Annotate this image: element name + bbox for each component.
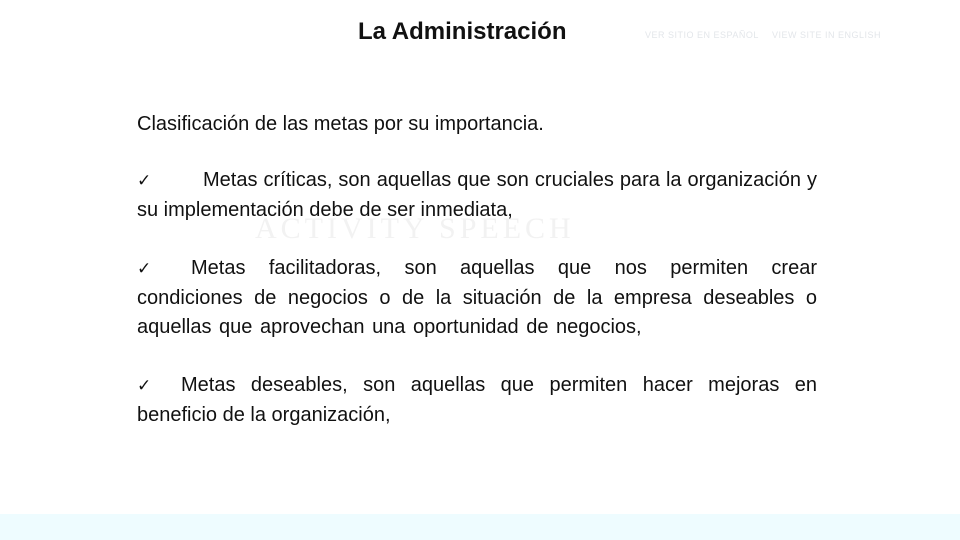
item-text: Metas deseables, son aquellas que permiten hacer mejoras en beneficio de la organización, [137, 374, 817, 426]
english-site-link[interactable]: VIEW SITE IN ENGLISH [772, 30, 882, 40]
subtitle: Clasificación de las metas por su importancia. [137, 113, 544, 135]
checkmark-icon: ✓ [137, 376, 152, 396]
spanish-site-link[interactable]: VER SITIO EN ESPAÑOL [645, 30, 759, 40]
slide-content [137, 110, 817, 430]
slide-title: La Administración [358, 18, 567, 45]
item-text: Metas facilitadoras, son aquellas que nos permiten crear condiciones de negocios o de la situación de la empresa deseables o aquellas que aprovechan una oportunidad de negocios, [137, 257, 817, 338]
checkmark-icon: ✓ [137, 171, 152, 191]
list-item [137, 254, 817, 342]
checkmark-icon: ✓ [137, 259, 152, 279]
footer-bar [0, 514, 960, 540]
item-text: Metas críticas, son aquellas que son cruciales para la organización y su implementación debe de ser inmediata, [137, 169, 817, 221]
list-item [137, 371, 817, 430]
list-item [137, 166, 817, 225]
background-watermark: ACTIVITY SPEECH [255, 212, 575, 245]
